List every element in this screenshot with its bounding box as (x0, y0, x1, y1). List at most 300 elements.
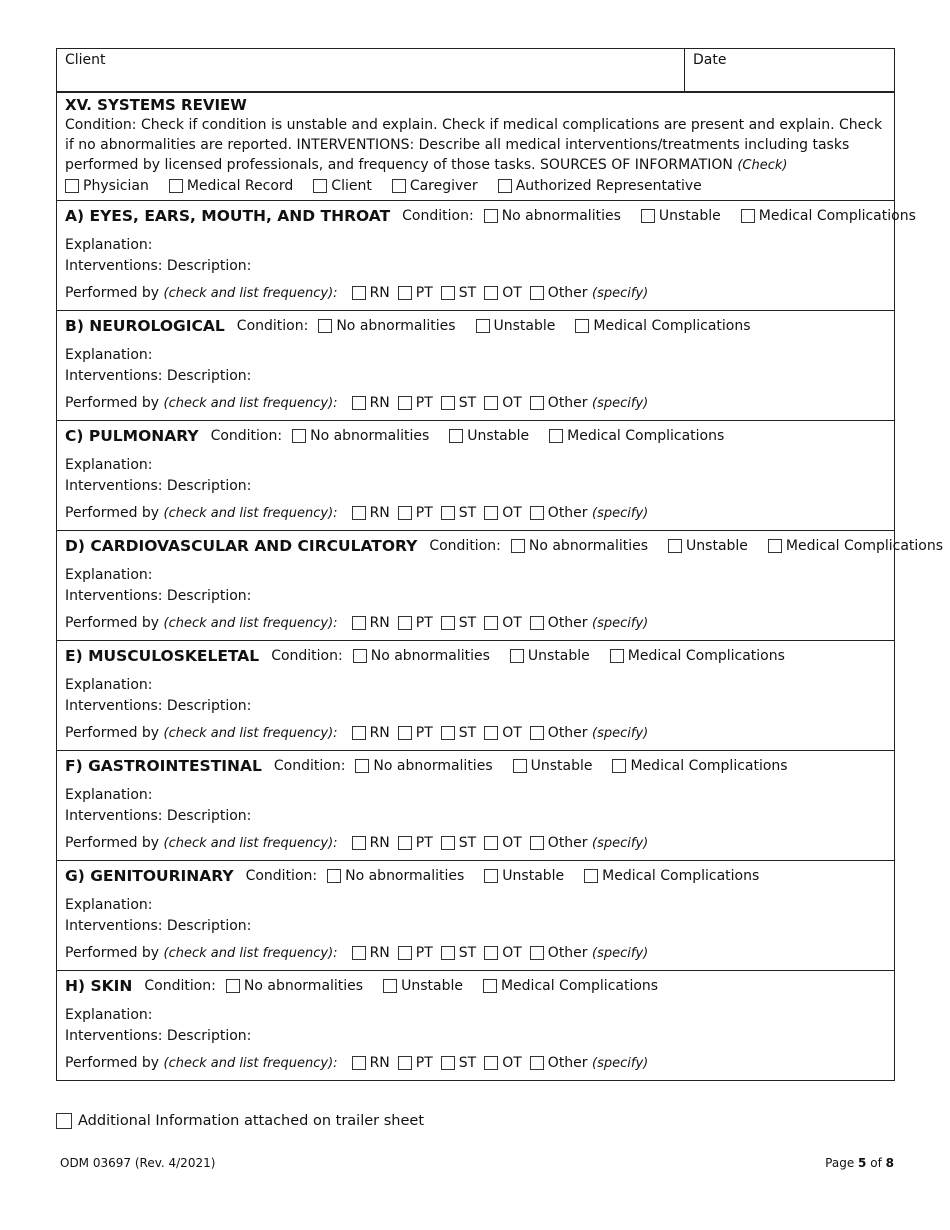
checkbox[interactable] (352, 396, 366, 410)
option-label: Medical Complications (500, 978, 659, 994)
option-medical-complications[interactable] (768, 538, 943, 554)
source-label: Client (331, 178, 372, 194)
specify-note: (specify) (592, 285, 649, 301)
checkbox[interactable] (741, 209, 755, 223)
provider-st[interactable] (441, 725, 476, 741)
performed-by-label (65, 835, 338, 851)
option-medical-complications[interactable] (741, 208, 916, 224)
checkbox[interactable] (383, 979, 397, 993)
provider-pt[interactable] (398, 505, 433, 521)
performed-by-text: Performed by (65, 835, 160, 851)
option-label: Medical Complications (567, 428, 725, 444)
provider-label: PT (415, 505, 433, 521)
performed-by-label (65, 945, 338, 961)
system-section-7 (57, 971, 895, 1081)
option-label: No abnormalities (336, 318, 456, 334)
interventions-field[interactable]: Interventions: Description: (65, 1027, 252, 1044)
section-body (65, 561, 886, 606)
section-title: A) EYES, EARS, MOUTH, AND THROAT (65, 207, 391, 225)
provider-rn[interactable] (352, 505, 390, 521)
checkbox[interactable] (398, 396, 412, 410)
checkbox[interactable] (510, 649, 524, 663)
option-no-abnormalities[interactable] (353, 648, 490, 664)
option-no-abnormalities[interactable] (318, 318, 455, 334)
checkbox[interactable] (484, 506, 498, 520)
performed-by-label (65, 725, 338, 741)
provider-label: Other (547, 615, 588, 631)
provider-rn[interactable] (352, 285, 390, 301)
systems-review-form (56, 48, 944, 1081)
option-label: Unstable (658, 208, 721, 224)
condition-label: Condition: (271, 648, 343, 664)
checkbox[interactable] (530, 1056, 544, 1070)
provider-other[interactable] (530, 505, 648, 521)
checkbox[interactable] (352, 616, 366, 630)
provider-label: PT (415, 615, 433, 631)
checkbox[interactable] (318, 319, 332, 333)
performed-by-note: (check and list frequency): (163, 286, 338, 301)
condition-label: Condition: (273, 758, 346, 774)
source-label: Authorized Representative (515, 178, 702, 194)
section-header (65, 861, 886, 891)
checkbox[interactable] (441, 726, 455, 740)
checkbox[interactable] (441, 1056, 455, 1070)
performed-by-note: (check and list frequency): (163, 946, 338, 961)
condition-label: Condition: (210, 428, 283, 444)
checkbox[interactable] (530, 946, 544, 960)
option-no-abnormalities[interactable] (355, 758, 492, 774)
option-label: Medical Complications (593, 318, 751, 334)
page-total: 8 (885, 1156, 894, 1170)
checkbox[interactable] (352, 726, 366, 740)
system-section-2 (57, 421, 895, 531)
sections (57, 201, 944, 1081)
performed-by-label (65, 1055, 338, 1071)
section-body (65, 1001, 886, 1046)
performed-by-row (65, 826, 886, 860)
provider-label: RN (369, 285, 390, 301)
condition-label: Condition: (236, 318, 309, 334)
option-unstable[interactable] (383, 978, 463, 994)
checkbox[interactable] (353, 649, 367, 663)
provider-rn[interactable] (352, 835, 390, 851)
system-section-1 (57, 311, 895, 421)
checkbox[interactable] (352, 506, 366, 520)
provider-label: RN (369, 725, 390, 741)
provider-label: ST (458, 725, 477, 741)
provider-rn[interactable] (352, 945, 390, 961)
provider-label: PT (415, 395, 433, 411)
checkbox[interactable] (484, 209, 498, 223)
interventions-field[interactable]: Interventions: Description: (65, 477, 252, 494)
provider-rn[interactable] (352, 725, 390, 741)
option-no-abnormalities[interactable] (226, 978, 363, 994)
explanation-field[interactable]: Explanation: (65, 237, 153, 253)
provider-other[interactable] (530, 395, 648, 411)
section-header (65, 531, 944, 561)
checkbox[interactable] (398, 1056, 412, 1070)
interventions-field[interactable]: Interventions: Description: (65, 257, 252, 274)
provider-rn[interactable] (352, 395, 390, 411)
source-label: Caregiver (409, 178, 478, 194)
option-no-abnormalities[interactable] (292, 428, 429, 444)
performed-by-note: (check and list frequency): (163, 396, 338, 411)
option-medical-complications[interactable] (584, 868, 759, 884)
checkbox[interactable] (641, 209, 655, 223)
specify-note: (specify) (592, 395, 649, 411)
provider-label: ST (458, 285, 477, 301)
checkbox[interactable] (355, 759, 369, 773)
section-body (65, 341, 886, 386)
form-id: ODM 03697 (Rev. 4/2021) (60, 1156, 216, 1170)
checkbox[interactable] (483, 979, 497, 993)
provider-ot[interactable] (484, 945, 522, 961)
interventions-field[interactable]: Interventions: Description: (65, 697, 252, 714)
provider-label: OT (502, 505, 522, 521)
checkbox[interactable] (530, 286, 544, 300)
interventions-field[interactable]: Interventions: Description: (65, 587, 252, 604)
provider-st[interactable] (441, 395, 476, 411)
page-number (825, 1156, 894, 1170)
condition-label: Condition: (245, 868, 318, 884)
performed-by-note: (check and list frequency): (163, 726, 338, 741)
specify-note: (specify) (592, 835, 649, 851)
checkbox[interactable] (398, 616, 412, 630)
checkbox[interactable] (352, 836, 366, 850)
option-label: Unstable (467, 428, 530, 444)
checkbox[interactable] (398, 836, 412, 850)
checkbox[interactable] (530, 726, 544, 740)
provider-label: ST (458, 835, 477, 851)
option-no-abnormalities[interactable] (327, 868, 464, 884)
performed-by-row (65, 496, 886, 530)
provider-st[interactable] (441, 615, 476, 631)
option-unstable[interactable] (641, 208, 721, 224)
checkbox[interactable] (352, 946, 366, 960)
option-label: Medical Complications (785, 538, 944, 554)
provider-other[interactable] (530, 945, 648, 961)
checkbox[interactable] (484, 726, 498, 740)
checkbox[interactable] (313, 179, 327, 193)
specify-note: (specify) (592, 725, 649, 741)
performed-by-row (65, 386, 886, 420)
explanation-field[interactable]: Explanation: (65, 787, 153, 803)
section-body (65, 231, 886, 276)
option-unstable[interactable] (484, 868, 564, 884)
provider-label: RN (369, 1055, 390, 1071)
option-label: Unstable (493, 318, 556, 334)
checkbox[interactable] (498, 179, 512, 193)
provider-label: Other (547, 285, 588, 301)
option-no-abnormalities[interactable] (484, 208, 621, 224)
checkbox[interactable] (484, 396, 498, 410)
performed-by-text: Performed by (65, 615, 160, 631)
explanation-field[interactable]: Explanation: (65, 897, 153, 913)
option-unstable[interactable] (449, 428, 529, 444)
section-body (65, 451, 886, 496)
specify-note: (specify) (592, 505, 649, 521)
provider-other[interactable] (530, 615, 648, 631)
provider-ot[interactable] (484, 285, 522, 301)
performed-by-text: Performed by (65, 285, 160, 301)
provider-ot[interactable] (484, 835, 522, 851)
provider-label: OT (502, 615, 522, 631)
performed-by-label (65, 615, 338, 631)
section-header (65, 421, 886, 451)
provider-label: PT (415, 1055, 433, 1071)
performed-by-note: (check and list frequency): (163, 616, 338, 631)
checkbox[interactable] (169, 179, 183, 193)
checkbox[interactable] (530, 396, 544, 410)
checkbox[interactable] (484, 836, 498, 850)
checkbox[interactable] (441, 396, 455, 410)
provider-ot[interactable] (484, 725, 522, 741)
provider-label: RN (369, 945, 390, 961)
provider-label: RN (369, 615, 390, 631)
checkbox[interactable] (352, 286, 366, 300)
provider-pt[interactable] (398, 615, 433, 631)
provider-label: ST (458, 1055, 477, 1071)
provider-label: OT (502, 1055, 522, 1071)
source-caregiver[interactable] (392, 176, 478, 196)
checkbox[interactable] (398, 286, 412, 300)
provider-label: OT (502, 945, 522, 961)
checkbox[interactable] (484, 869, 498, 883)
checkbox[interactable] (398, 726, 412, 740)
section-header (65, 641, 886, 671)
system-section-3 (57, 531, 944, 641)
section-header (65, 971, 886, 1001)
provider-st[interactable] (441, 1055, 476, 1071)
explanation-field[interactable]: Explanation: (65, 347, 153, 363)
provider-ot[interactable] (484, 505, 522, 521)
option-label: Medical Complications (630, 758, 788, 774)
checkbox[interactable] (441, 946, 455, 960)
source-physician[interactable] (65, 176, 149, 196)
performed-by-text: Performed by (65, 395, 160, 411)
option-medical-complications[interactable] (483, 978, 658, 994)
system-section-6 (57, 861, 895, 971)
option-unstable[interactable] (476, 318, 556, 334)
performed-by-label (65, 285, 338, 301)
section-body (65, 781, 886, 826)
option-unstable[interactable] (510, 648, 590, 664)
option-label: No abnormalities (310, 428, 430, 444)
provider-pt[interactable] (398, 835, 433, 851)
interventions-field[interactable]: Interventions: Description: (65, 917, 252, 934)
option-medical-complications[interactable] (612, 758, 787, 774)
checkbox[interactable] (584, 869, 598, 883)
condition-label: Condition: (402, 208, 474, 224)
provider-st[interactable] (441, 945, 476, 961)
explanation-field[interactable]: Explanation: (65, 1007, 153, 1023)
instructions-text: Condition: Check if condition is unstable and explain. Check if medical complications are present and explain. Check if no abnormalities are reported. INTERVENTIONS: Describe all medical interventions/treatments including tasks performed by licensed professionals, and frequency of those tasks. SOURCES OF INFORMATION (65, 117, 883, 173)
client-label: Client (65, 52, 106, 68)
option-label: Unstable (686, 538, 748, 554)
provider-label: PT (415, 725, 433, 741)
interventions-field[interactable]: Interventions: Description: (65, 367, 252, 384)
option-label: Unstable (502, 868, 565, 884)
section-body (65, 891, 886, 936)
explanation-field[interactable]: Explanation: (65, 457, 153, 473)
provider-pt[interactable] (398, 945, 433, 961)
performed-by-row (65, 716, 886, 750)
checkbox[interactable] (668, 539, 682, 553)
section-header (65, 201, 916, 231)
date-field[interactable] (685, 49, 895, 93)
provider-ot[interactable] (484, 1055, 522, 1071)
checkbox[interactable] (441, 506, 455, 520)
checkbox[interactable] (530, 836, 544, 850)
provider-pt[interactable] (398, 395, 433, 411)
performed-by-note: (check and list frequency): (163, 836, 338, 851)
checkbox[interactable] (549, 429, 563, 443)
checkbox[interactable] (484, 616, 498, 630)
performed-by-text: Performed by (65, 505, 160, 521)
specify-note: (specify) (592, 615, 649, 631)
checkbox[interactable] (610, 649, 624, 663)
additional-info-row[interactable] (56, 1113, 424, 1129)
provider-label: RN (369, 395, 390, 411)
option-label: Medical Complications (758, 208, 916, 224)
provider-label: Other (547, 835, 588, 851)
checkbox[interactable] (292, 429, 306, 443)
checkbox[interactable] (441, 286, 455, 300)
date-label: Date (693, 52, 727, 68)
checkbox[interactable] (392, 179, 406, 193)
performed-by-text: Performed by (65, 725, 160, 741)
sources-check-note: (Check) (737, 158, 788, 173)
explanation-field[interactable]: Explanation: (65, 567, 153, 583)
provider-other[interactable] (530, 285, 648, 301)
performed-by-text: Performed by (65, 945, 160, 961)
provider-pt[interactable] (398, 1055, 433, 1071)
source-label: Medical Record (186, 178, 294, 194)
source-authorized-representative[interactable] (498, 176, 702, 196)
client-field[interactable] (57, 49, 685, 93)
option-label: Medical Complications (602, 868, 760, 884)
specify-note: (specify) (592, 945, 649, 961)
section-title: H) SKIN (65, 977, 133, 995)
option-unstable[interactable] (668, 538, 748, 554)
checkbox[interactable] (327, 869, 341, 883)
provider-st[interactable] (441, 285, 476, 301)
systems-review-intro (57, 92, 895, 201)
option-medical-complications[interactable] (610, 648, 785, 664)
provider-label: OT (502, 835, 522, 851)
section-title: E) MUSCULOSKELETAL (65, 647, 260, 665)
checkbox[interactable] (575, 319, 589, 333)
provider-label: Other (547, 395, 588, 411)
provider-rn[interactable] (352, 1055, 390, 1071)
checkbox[interactable] (441, 836, 455, 850)
checkbox[interactable] (352, 1056, 366, 1070)
option-label: No abnormalities (528, 538, 649, 554)
provider-st[interactable] (441, 505, 476, 521)
provider-label: PT (415, 835, 433, 851)
checkbox[interactable] (513, 759, 527, 773)
performed-by-row (65, 276, 886, 310)
checkbox[interactable] (484, 946, 498, 960)
provider-label: OT (502, 725, 522, 741)
section-body (65, 671, 886, 716)
section-title: B) NEUROLOGICAL (65, 317, 225, 335)
provider-st[interactable] (441, 835, 476, 851)
option-label: Unstable (527, 648, 590, 664)
option-label: No abnormalities (345, 868, 465, 884)
checkbox[interactable] (511, 539, 525, 553)
option-medical-complications[interactable] (575, 318, 750, 334)
performed-by-text: Performed by (65, 1055, 160, 1071)
system-section-5 (57, 751, 895, 861)
provider-label: PT (415, 285, 433, 301)
provider-label: RN (369, 505, 390, 521)
interventions-field[interactable]: Interventions: Description: (65, 807, 252, 824)
checkbox[interactable] (530, 506, 544, 520)
system-section-4 (57, 641, 895, 751)
checkbox[interactable] (226, 979, 240, 993)
provider-label: OT (502, 285, 522, 301)
provider-other[interactable] (530, 1055, 648, 1071)
source-medical-record[interactable] (169, 176, 293, 196)
checkbox[interactable] (398, 506, 412, 520)
option-medical-complications[interactable] (549, 428, 724, 444)
checkbox[interactable] (449, 429, 463, 443)
explanation-field[interactable]: Explanation: (65, 677, 153, 693)
checkbox[interactable] (484, 1056, 498, 1070)
additional-info-checkbox[interactable] (56, 1113, 72, 1129)
checkbox[interactable] (530, 616, 544, 630)
provider-label: ST (458, 615, 477, 631)
provider-ot[interactable] (484, 615, 522, 631)
page-current: 5 (858, 1156, 867, 1170)
option-label: No abnormalities (370, 648, 490, 664)
checkbox[interactable] (484, 286, 498, 300)
checkbox[interactable] (441, 616, 455, 630)
additional-info-label: Additional Information attached on trailer sheet (78, 1113, 425, 1129)
performed-by-row (65, 1046, 886, 1080)
option-no-abnormalities[interactable] (511, 538, 648, 554)
source-client[interactable] (313, 176, 372, 196)
checkbox[interactable] (65, 179, 79, 193)
provider-other[interactable] (530, 725, 648, 741)
provider-label: Other (547, 945, 588, 961)
option-label: No abnormalities (501, 208, 621, 224)
checkbox[interactable] (612, 759, 626, 773)
section-title: F) GASTROINTESTINAL (65, 757, 262, 775)
provider-pt[interactable] (398, 285, 433, 301)
provider-pt[interactable] (398, 725, 433, 741)
checkbox[interactable] (768, 539, 782, 553)
provider-label: ST (458, 395, 477, 411)
provider-rn[interactable] (352, 615, 390, 631)
option-label: No abnormalities (373, 758, 493, 774)
provider-other[interactable] (530, 835, 648, 851)
section-title: C) PULMONARY (65, 427, 199, 445)
checkbox[interactable] (398, 946, 412, 960)
performed-by-note: (check and list frequency): (163, 506, 338, 521)
checkbox[interactable] (476, 319, 490, 333)
performed-by-row (65, 936, 886, 970)
provider-ot[interactable] (484, 395, 522, 411)
page-of: of (870, 1156, 882, 1170)
section-title: G) GENITOURINARY (65, 867, 234, 885)
performed-by-label (65, 505, 338, 521)
option-unstable[interactable] (513, 758, 593, 774)
page-word: Page (825, 1156, 855, 1170)
systems-review-instructions (65, 115, 886, 176)
section-title: D) CARDIOVASCULAR AND CIRCULATORY (65, 537, 418, 555)
